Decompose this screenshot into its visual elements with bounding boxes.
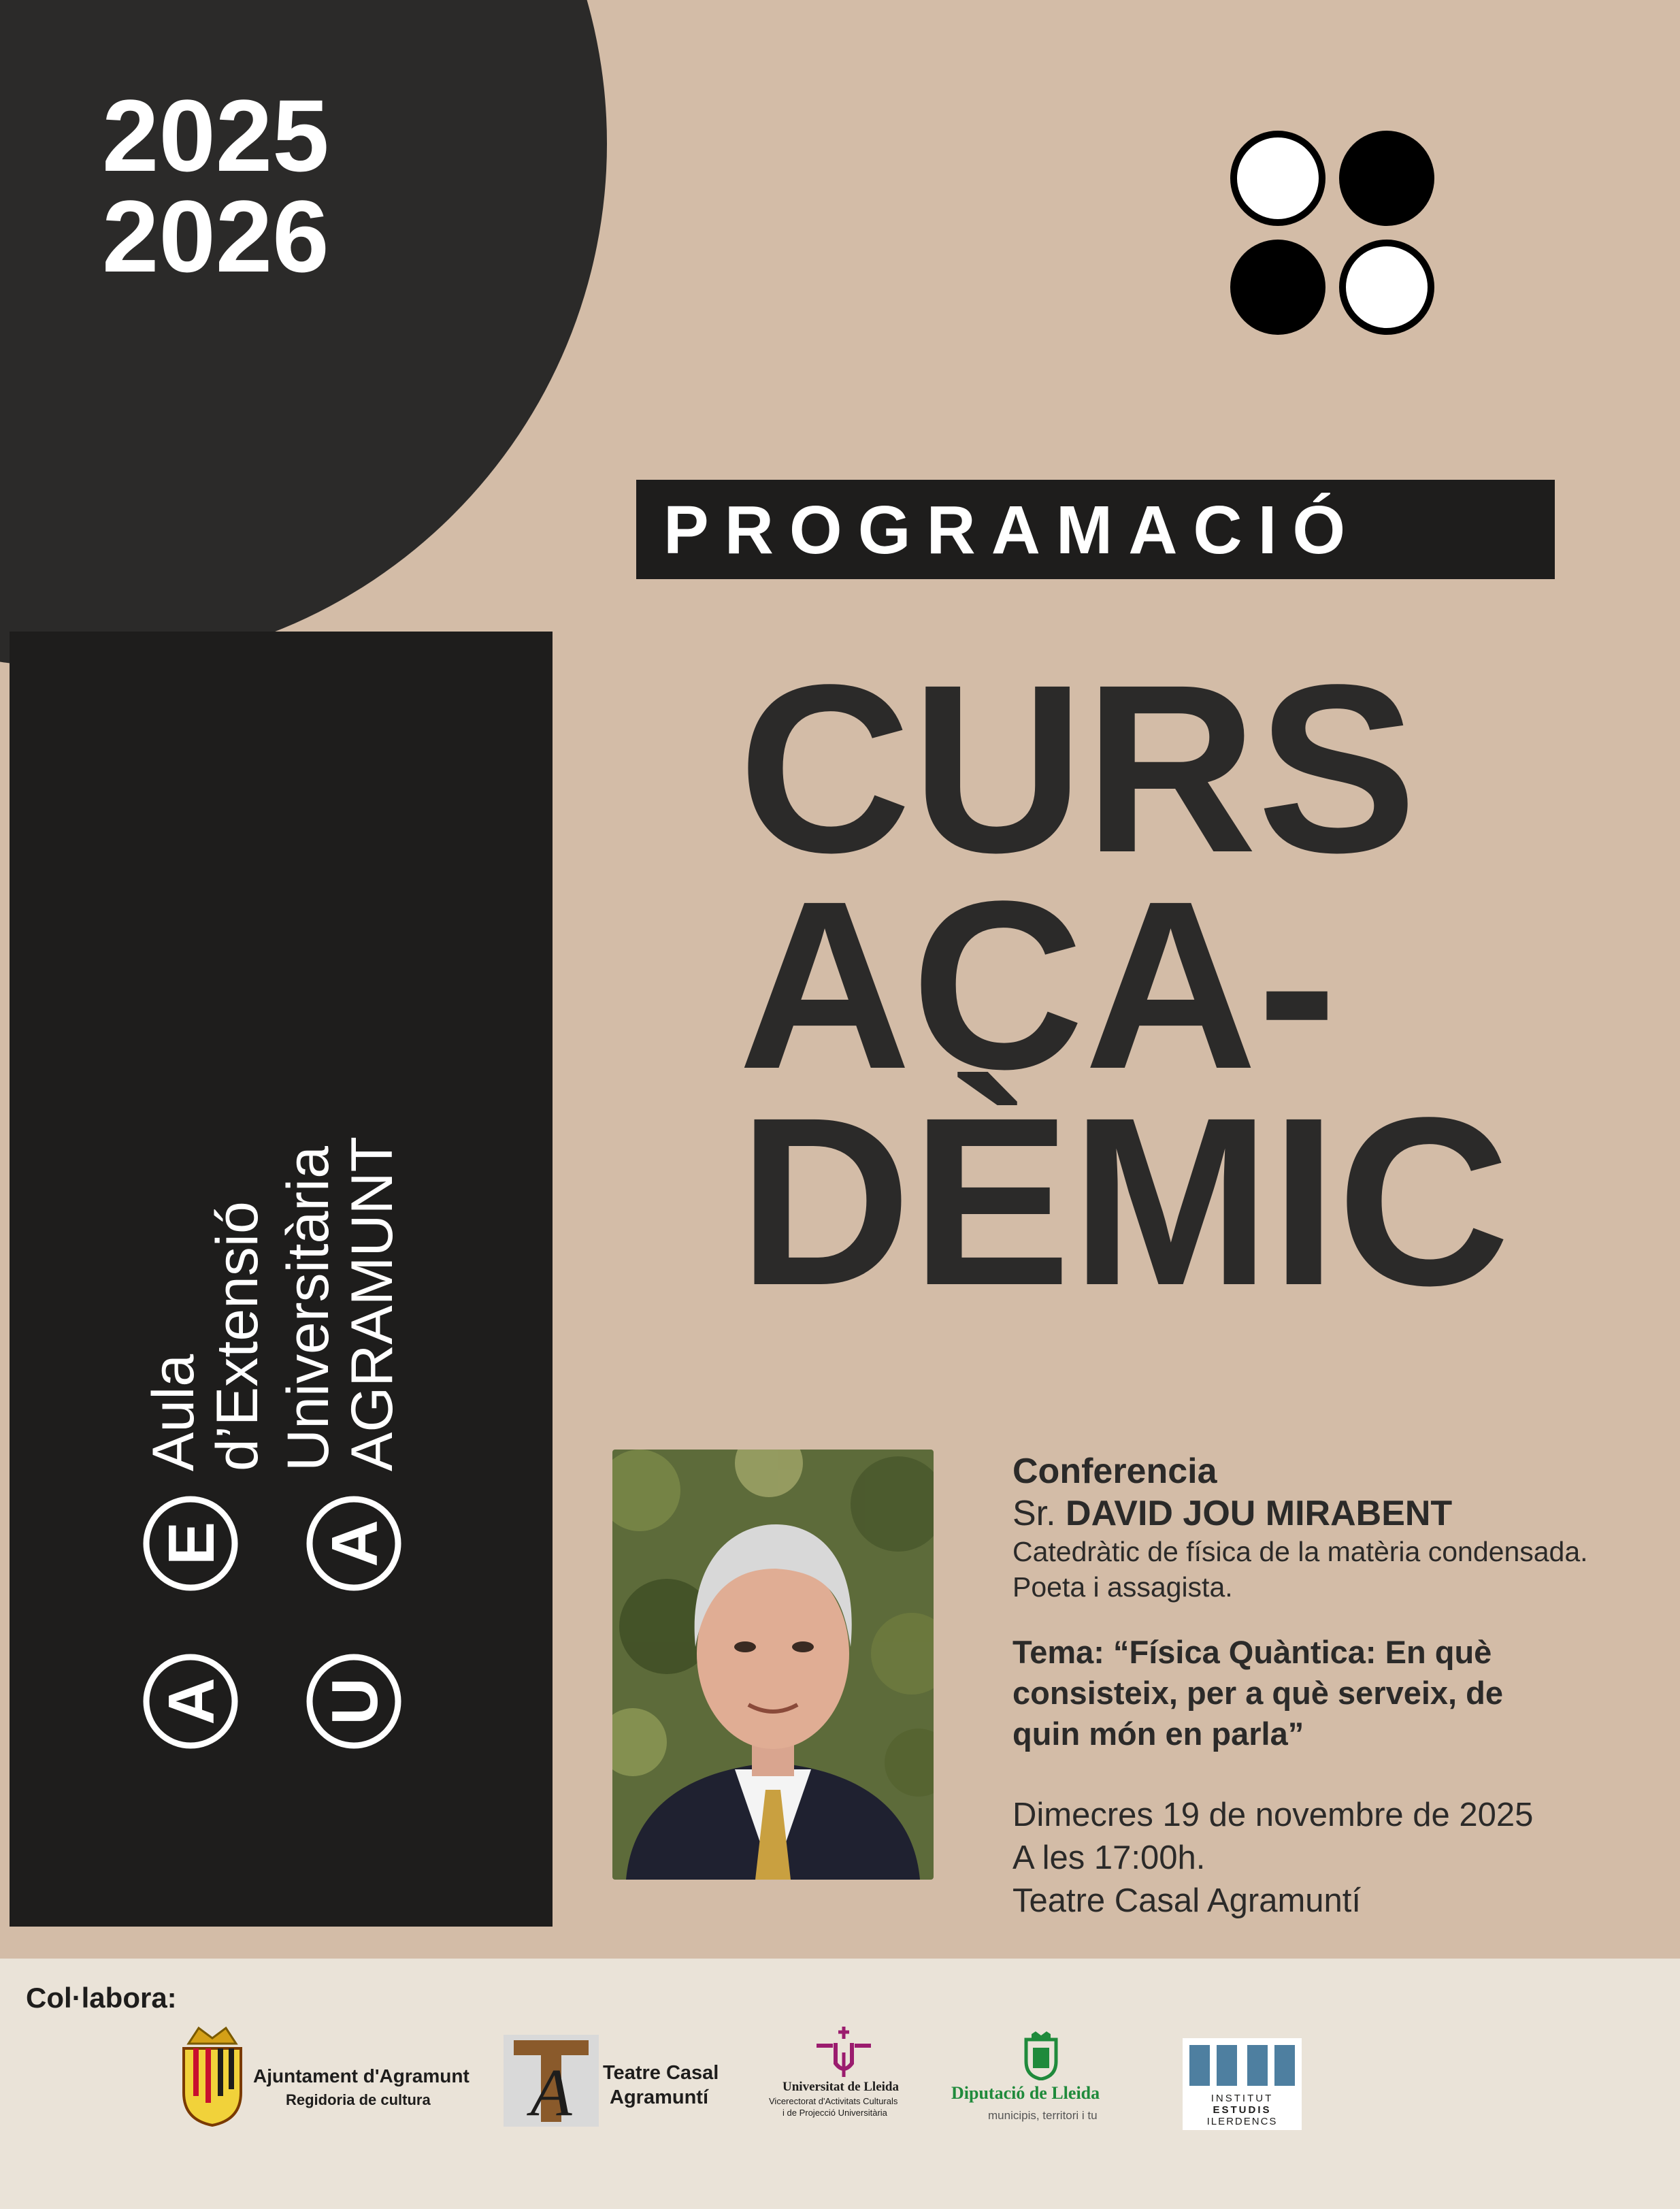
organizer-line-1: Aula	[141, 1354, 206, 1471]
udl-logo-icon	[803, 2025, 885, 2078]
teatre-casal-logo-icon	[504, 2035, 599, 2127]
logo-letter: A	[155, 1678, 228, 1725]
speaker-name: DAVID JOU MIRABENT	[1066, 1494, 1453, 1533]
sponsor-teatre-sub: Agramuntí	[610, 2087, 708, 2108]
speaker-photo	[612, 1450, 934, 1880]
speaker-prefix: Sr.	[1012, 1494, 1056, 1533]
black-dot-icon	[1339, 131, 1434, 226]
sponsor-diputacio-name: Diputació de Lleida	[951, 2083, 1100, 2103]
sponsor-udl-name: Universitat de Lleida	[783, 2080, 899, 2094]
year-end: 2026	[102, 179, 329, 293]
sponsor-diputacio-sub: municipis, territori i tu	[988, 2109, 1098, 2122]
event-venue: Teatre Casal Agramuntí	[1012, 1882, 1362, 1919]
iei-logo-icon	[1189, 2045, 1295, 2086]
event-schedule	[1012, 1794, 1659, 1922]
organizer-line-4: AGRAMUNT	[340, 1136, 405, 1471]
sponsor-teatre	[504, 2035, 735, 2127]
event-type: Conferencia	[1012, 1452, 1217, 1491]
svg-text:A: A	[530, 2055, 572, 2127]
title-line-3: DÈMIC	[738, 1067, 1511, 1335]
academic-years	[102, 78, 329, 293]
aeua-logo	[136, 1089, 429, 1756]
sponsor-udl-sub1: Vicerectorat d'Activitats Culturals	[769, 2096, 898, 2106]
event-time: A les 17:00h.	[1012, 1839, 1206, 1876]
white-dot-icon	[1230, 131, 1325, 226]
sponsor-udl	[762, 2025, 925, 2127]
collabora-label: Col·labora:	[26, 1982, 177, 2014]
speaker-role-1: Catedràtic de física de la matèria condensada.	[1012, 1536, 1588, 1567]
main-title	[738, 634, 1511, 1335]
sponsor-ajuntament-name: Ajuntament d'Agramunt	[253, 2065, 470, 2087]
speaker	[1012, 1493, 1659, 1534]
iei-name-line-3: ILERDENCS	[1206, 2116, 1278, 2127]
year-start: 2025	[102, 78, 329, 193]
topic-line-2: consisteix, per a què serveix, de	[1012, 1675, 1504, 1711]
topic-line-1: Tema: “Física Quàntica: En què	[1012, 1634, 1492, 1670]
event-topic	[1012, 1632, 1659, 1754]
logo-letter: A	[318, 1520, 391, 1567]
organizer-line-3: Universitària	[276, 1146, 341, 1471]
speaker-role-2: Poeta i assagista.	[1012, 1571, 1233, 1603]
program-label: PROGRAMACIÓ	[663, 492, 1362, 568]
event-date: Dimecres 19 de novembre de 2025	[1012, 1797, 1534, 1833]
sponsor-udl-sub2: i de Projecció Universitària	[783, 2108, 887, 2118]
diputacio-shield-icon	[1022, 2031, 1060, 2080]
sponsor-diputacio	[946, 2031, 1143, 2127]
sponsor-ajuntament-sub: Regidoria de cultura	[286, 2091, 431, 2108]
black-dot-icon	[1230, 240, 1325, 335]
iei-name-line-2: ESTUDIS	[1213, 2104, 1272, 2116]
sponsor-teatre-name: Teatre Casal	[603, 2062, 719, 2084]
sponsor-iei	[1183, 2038, 1302, 2130]
sponsor-ajuntament	[178, 2025, 491, 2127]
iei-name-line-1: INSTITUT	[1210, 2093, 1274, 2104]
coat-of-arms-icon	[178, 2025, 246, 2127]
logo-letter: U	[318, 1678, 391, 1725]
four-dots-emblem	[1230, 131, 1441, 342]
event-info	[1012, 1450, 1659, 1922]
logo-letter: E	[155, 1521, 228, 1566]
topic-line-3: quin món en parla”	[1012, 1716, 1304, 1752]
title-line-2: ACA-	[738, 851, 1337, 1119]
white-dot-icon	[1339, 240, 1434, 335]
organizer-line-2: d’Extensió	[205, 1201, 270, 1471]
title-line-1: CURS	[738, 634, 1417, 902]
